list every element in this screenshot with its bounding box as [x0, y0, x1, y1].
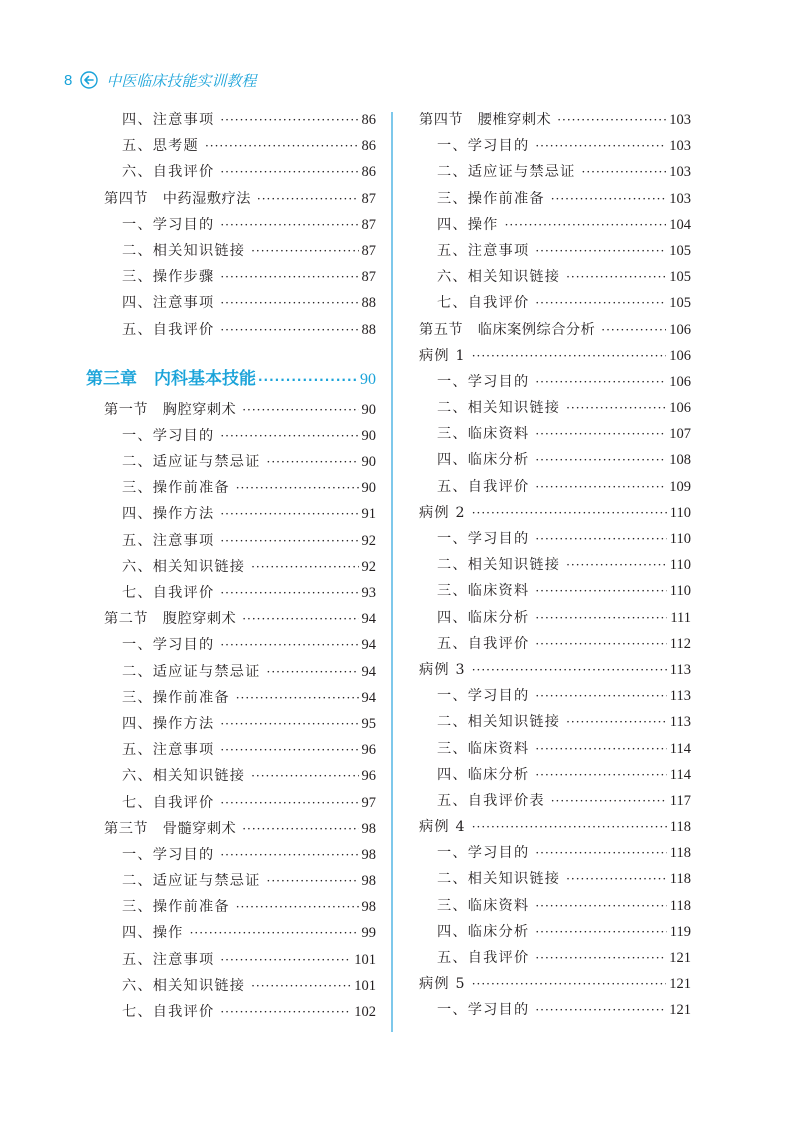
dot-leader [472, 971, 667, 997]
toc-entry-label: 四、临床分析 [437, 609, 530, 626]
toc-entry-page: 117 [669, 792, 691, 809]
toc-entry-page: 98 [361, 899, 376, 916]
toc-entry-page: 112 [669, 635, 691, 652]
toc-entry-item[interactable] [104, 894, 376, 920]
toc-entry-page: 106 [669, 373, 691, 390]
dot-leader [535, 290, 666, 316]
dot-leader [535, 369, 666, 395]
dot-leader [220, 212, 358, 238]
dot-leader [220, 737, 358, 763]
toc-entry-label: 一、学习目的 [122, 846, 215, 863]
dot-leader [220, 711, 358, 737]
toc-entry-page: 99 [361, 925, 376, 942]
dot-leader [236, 475, 359, 501]
toc-entry-label: 病例 5 [419, 976, 466, 993]
dot-leader [251, 763, 358, 789]
toc-entry-page: 118 [669, 845, 691, 862]
dot-leader [557, 107, 666, 133]
toc-entry-item[interactable] [104, 973, 376, 999]
toc-entry-label: 三、操作前准备 [437, 190, 545, 207]
toc-entry-case[interactable] [419, 814, 691, 840]
toc-entry-label: 二、相关知识链接 [437, 557, 561, 574]
toc-entry-item[interactable] [104, 264, 376, 290]
dot-leader [535, 762, 666, 788]
dot-leader [220, 107, 358, 133]
toc-entry-item[interactable] [419, 474, 691, 500]
toc-entry-item[interactable] [104, 868, 376, 894]
dot-leader [535, 447, 666, 473]
toc-entry-item[interactable] [104, 580, 376, 606]
dot-leader [251, 554, 358, 580]
toc-entry-label: 病例 3 [419, 661, 466, 678]
toc-entry-item[interactable] [419, 186, 691, 212]
toc-entry-item[interactable] [419, 421, 691, 447]
dot-leader [535, 683, 666, 709]
toc-entry-case[interactable] [419, 657, 691, 683]
toc-entry-page: 86 [361, 112, 376, 128]
toc-entry-page: 87 [361, 269, 376, 286]
toc-entry-page: 98 [361, 846, 376, 863]
toc-entry-label: 三、操作前准备 [122, 480, 230, 497]
dot-leader [535, 631, 666, 657]
toc-entry-page: 94 [361, 663, 376, 680]
toc-entry-label: 七、自我评价 [437, 295, 530, 312]
toc-entry-label: 三、操作前准备 [122, 689, 230, 706]
dot-leader [258, 364, 358, 396]
toc-entry-item[interactable] [419, 945, 691, 971]
toc-entry-label: 七、自我评价 [122, 794, 215, 811]
toc-entry-item[interactable] [104, 632, 376, 658]
toc-entry-page: 111 [670, 609, 691, 626]
toc-entry-label: 第三章 内科基本技能 [86, 368, 256, 389]
toc-entry-item[interactable] [419, 919, 691, 945]
dot-leader [566, 264, 666, 290]
toc-entry-item[interactable] [104, 449, 376, 475]
toc-entry-item[interactable] [104, 159, 376, 185]
toc-entry-label: 二、相关知识链接 [122, 242, 246, 259]
toc-entry-label: 四、临床分析 [437, 923, 530, 940]
toc-entry-item[interactable] [419, 736, 691, 762]
toc-entry-page: 119 [669, 923, 691, 940]
dot-leader [220, 842, 358, 868]
toc-entry-label: 一、学习目的 [437, 688, 530, 705]
toc-entry-item[interactable] [419, 133, 691, 159]
toc-entry-label: 六、相关知识链接 [122, 558, 246, 575]
toc-entry-item[interactable] [104, 290, 376, 316]
toc-entry-label: 六、相关知识链接 [122, 768, 246, 785]
dot-leader [535, 526, 666, 552]
toc-entry-item[interactable] [104, 920, 376, 946]
toc-entry-item[interactable] [419, 238, 691, 264]
toc-entry-item[interactable] [104, 212, 376, 238]
dot-leader [535, 238, 666, 264]
toc-entry-page: 86 [361, 138, 376, 155]
toc-entry-page: 101 [354, 977, 376, 994]
dot-leader [551, 788, 667, 814]
toc-entry-item[interactable] [419, 605, 691, 631]
dot-leader [205, 133, 359, 159]
toc-entry-label: 四、操作 [122, 925, 184, 942]
dot-leader [566, 552, 667, 578]
toc-entry-label: 四、临床分析 [437, 452, 530, 469]
toc-entry-label: 二、相关知识链接 [437, 400, 561, 417]
toc-entry-section[interactable] [104, 816, 376, 842]
toc-entry-label: 二、相关知识链接 [437, 871, 561, 888]
dot-leader [535, 474, 666, 500]
toc-entry-page: 102 [354, 1004, 376, 1020]
dot-leader [242, 397, 358, 423]
dot-leader [251, 973, 351, 999]
toc-entry-section[interactable] [104, 186, 376, 212]
toc-entry-label: 一、学习目的 [437, 531, 530, 547]
toc-entry-label: 三、临床资料 [437, 740, 530, 757]
toc-entry-label: 一、学习目的 [437, 845, 530, 862]
toc-entry-item[interactable] [104, 842, 376, 868]
toc-entry-page: 110 [669, 531, 691, 547]
dot-leader [242, 816, 358, 842]
toc-entry-page: 88 [361, 295, 376, 312]
toc-entry-item[interactable] [419, 631, 691, 657]
dot-leader [220, 999, 351, 1025]
toc-entry-label: 五、注意事项 [122, 742, 215, 759]
toc-entry-page: 103 [669, 138, 691, 155]
toc-entry-item[interactable] [419, 709, 691, 735]
running-header [64, 68, 256, 92]
toc-entry-item[interactable] [104, 763, 376, 789]
toc-entry-page: 114 [669, 740, 691, 757]
toc-entry-page: 106 [669, 321, 691, 338]
dot-leader [267, 449, 359, 475]
column-divider [391, 112, 393, 1032]
dot-leader [535, 578, 666, 604]
toc-entry-label: 五、自我评价 [122, 321, 215, 338]
toc-entry-label: 四、临床分析 [437, 766, 530, 783]
toc-entry-section[interactable] [419, 317, 691, 343]
toc-entry-page: 101 [354, 951, 376, 968]
toc-entry-page: 95 [361, 715, 376, 732]
toc-entry-item[interactable] [419, 552, 691, 578]
toc-entry-label: 五、自我评价表 [437, 792, 545, 809]
toc-entry-page: 108 [669, 452, 691, 469]
toc-entry-page: 105 [669, 242, 691, 259]
toc-entry-item[interactable] [104, 133, 376, 159]
dot-leader [257, 186, 359, 212]
toc-entry-label: 三、操作步骤 [122, 269, 215, 286]
toc-entry-label: 二、适应证与禁忌证 [122, 663, 261, 680]
back-arrow-icon [80, 71, 98, 89]
dot-leader [535, 945, 666, 971]
dot-leader [535, 605, 667, 631]
toc-entry-item[interactable] [419, 997, 691, 1023]
toc-entry-label: 三、临床资料 [437, 897, 530, 914]
toc-entry-item[interactable] [419, 290, 691, 316]
dot-leader [472, 500, 667, 526]
toc-entry-label: 五、自我评价 [437, 478, 530, 495]
toc-entry-item[interactable] [419, 526, 691, 552]
toc-entry-page: 121 [669, 976, 691, 993]
toc-entry-page: 113 [669, 714, 691, 731]
toc-entry-page: 118 [669, 819, 691, 836]
toc-entry-label: 二、相关知识链接 [437, 714, 561, 731]
toc-entry-label: 一、学习目的 [122, 427, 215, 444]
toc-entry-label: 第四节 中药湿敷疗法 [104, 190, 251, 207]
toc-entry-label: 四、操作方法 [122, 506, 215, 523]
toc-entry-page: 103 [669, 190, 691, 207]
toc-entry-section[interactable] [419, 107, 691, 133]
dot-leader [472, 814, 667, 840]
toc-entry-label: 病例 1 [419, 347, 466, 364]
toc-entry-label: 六、自我评价 [122, 164, 215, 181]
toc-entry-page: 103 [669, 112, 691, 128]
dot-leader [535, 133, 666, 159]
toc-entry-item[interactable] [104, 501, 376, 527]
toc-entry-page: 106 [669, 400, 691, 417]
book-title: 中医临床技能实训教程 [106, 71, 257, 90]
dot-leader [535, 997, 666, 1023]
toc-entry-page: 118 [669, 897, 691, 914]
toc-entry-item[interactable] [104, 999, 376, 1025]
dot-leader [220, 501, 358, 527]
toc-entry-label: 第五节 临床案例综合分析 [419, 321, 596, 338]
toc-entry-page: 113 [669, 688, 691, 705]
toc-entry-item[interactable] [419, 788, 691, 814]
toc-entry-item[interactable] [104, 685, 376, 711]
dot-leader [220, 290, 358, 316]
dot-leader [566, 709, 667, 735]
dot-leader [535, 421, 666, 447]
toc-entry-page: 92 [361, 558, 376, 575]
toc-entry-label: 五、注意事项 [122, 532, 215, 549]
dot-leader [236, 685, 359, 711]
toc-entry-label: 第四节 腰椎穿刺术 [419, 112, 552, 128]
toc-entry-page: 110 [669, 557, 691, 574]
dot-leader [267, 868, 359, 894]
toc-entry-page: 93 [361, 585, 376, 601]
toc-entry-item[interactable] [104, 947, 376, 973]
dot-leader [535, 840, 666, 866]
dot-leader [220, 947, 351, 973]
toc-entry-item[interactable] [419, 395, 691, 421]
page-number: 8 [64, 71, 73, 89]
toc-entry-page: 104 [669, 216, 691, 233]
toc-entry-item[interactable] [104, 317, 376, 343]
dot-leader [220, 528, 358, 554]
toc-entry-item[interactable] [104, 107, 376, 133]
toc-entry-label: 第二节 腹腔穿刺术 [104, 611, 237, 628]
toc-entry-item[interactable] [104, 423, 376, 449]
dot-leader [472, 657, 667, 683]
toc-entry-page: 94 [361, 689, 376, 706]
toc-entry-case[interactable] [419, 971, 691, 997]
toc-entry-page: 118 [669, 871, 691, 888]
toc-entry-label: 一、学习目的 [437, 1002, 530, 1019]
toc-entry-page: 121 [669, 950, 691, 966]
toc-entry-label: 五、自我评价 [437, 950, 530, 966]
dot-leader [535, 736, 666, 762]
toc-entry-page: 114 [669, 766, 691, 783]
toc-entry-item[interactable] [104, 790, 376, 816]
toc-entry-label: 病例 2 [419, 504, 466, 521]
toc-entry-page: 86 [361, 164, 376, 181]
dot-leader [505, 212, 667, 238]
toc-entry-page: 97 [361, 794, 376, 811]
toc-entry-case[interactable] [419, 343, 691, 369]
toc-entry-item[interactable] [104, 659, 376, 685]
dot-leader [220, 264, 358, 290]
toc-entry-label: 五、思考题 [122, 138, 199, 155]
toc-entry-item[interactable] [104, 528, 376, 554]
dot-leader [566, 395, 666, 421]
toc-entry-page: 106 [669, 347, 691, 364]
dot-leader [220, 159, 358, 185]
toc-entry-label: 一、学习目的 [122, 637, 215, 654]
toc-entry-label: 第三节 骨髓穿刺术 [104, 820, 237, 837]
dot-leader [220, 790, 358, 816]
toc-entry-label: 一、学习目的 [122, 216, 215, 233]
toc-entry-page: 105 [669, 295, 691, 312]
toc-entry-label: 五、自我评价 [437, 635, 530, 652]
toc-entry-label: 五、注意事项 [437, 242, 530, 259]
toc-entry-page: 87 [361, 216, 376, 233]
toc-entry-page: 91 [361, 506, 376, 523]
toc-entry-label: 七、自我评价 [122, 1004, 215, 1020]
toc-entry-item[interactable] [419, 578, 691, 604]
toc-entry-page: 90 [361, 401, 376, 418]
toc-entry-item[interactable] [419, 683, 691, 709]
toc-entry-item[interactable] [104, 475, 376, 501]
toc-entry-item[interactable] [104, 711, 376, 737]
toc-entry-section[interactable] [104, 606, 376, 632]
toc-entry-page: 94 [361, 637, 376, 654]
toc-entry-label: 二、适应证与禁忌证 [122, 873, 261, 890]
toc-entry-label: 二、适应证与禁忌证 [437, 164, 576, 181]
toc-entry-label: 一、学习目的 [437, 373, 530, 390]
toc-entry-page: 87 [361, 190, 376, 207]
toc-entry-page: 96 [361, 742, 376, 759]
toc-entry-page: 113 [669, 661, 691, 678]
dot-leader [535, 919, 666, 945]
toc-entry-page: 98 [361, 820, 376, 837]
toc-entry-label: 四、注意事项 [122, 112, 215, 128]
toc-entry-label: 一、学习目的 [437, 138, 530, 155]
dot-leader [220, 580, 358, 606]
toc-entry-page: 90 [361, 454, 376, 471]
toc-entry-page: 92 [361, 532, 376, 549]
toc-entry-page: 121 [669, 1002, 691, 1019]
toc-entry-label: 七、自我评价 [122, 585, 215, 601]
toc-entry-item[interactable] [419, 762, 691, 788]
dot-leader [190, 920, 359, 946]
toc-entry-item[interactable] [104, 554, 376, 580]
toc-entry-page: 98 [361, 873, 376, 890]
toc-entry-item[interactable] [419, 212, 691, 238]
toc-entry-page: 94 [361, 611, 376, 628]
toc-entry-item[interactable] [104, 737, 376, 763]
dot-leader [566, 866, 667, 892]
toc-entry-label: 病例 4 [419, 819, 466, 836]
toc-entry-item[interactable] [419, 264, 691, 290]
toc-entry-label: 三、临床资料 [437, 583, 530, 600]
toc-entry-section[interactable] [104, 397, 376, 423]
toc-entry-page: 103 [669, 164, 691, 181]
dot-leader [551, 186, 667, 212]
toc-entry-item[interactable] [419, 893, 691, 919]
dot-leader [472, 343, 667, 369]
toc-entry-item[interactable] [419, 866, 691, 892]
toc-entry-item[interactable] [419, 159, 691, 185]
dot-leader [267, 659, 359, 685]
toc-entry-chapter[interactable] [86, 363, 376, 395]
toc-entry-page: 88 [361, 321, 376, 338]
toc-entry-label: 五、注意事项 [122, 951, 215, 968]
toc-entry-label: 三、临床资料 [437, 426, 530, 443]
dot-leader [242, 606, 358, 632]
toc-entry-label: 六、相关知识链接 [437, 269, 561, 286]
toc-entry-label: 四、注意事项 [122, 295, 215, 312]
toc-entry-label: 六、相关知识链接 [122, 977, 246, 994]
toc-entry-page: 96 [361, 768, 376, 785]
toc-left-column [86, 107, 376, 1025]
toc-entry-item[interactable] [419, 840, 691, 866]
toc-entry-label: 二、适应证与禁忌证 [122, 454, 261, 471]
dot-leader [582, 159, 667, 185]
dot-leader [535, 893, 666, 919]
dot-leader [601, 317, 666, 343]
toc-entry-item[interactable] [104, 238, 376, 264]
toc-entry-page: 87 [361, 242, 376, 259]
toc-entry-label: 三、操作前准备 [122, 899, 230, 916]
dot-leader [236, 894, 359, 920]
dot-leader [220, 423, 358, 449]
toc-entry-page: 90 [361, 480, 376, 497]
toc-entry-page: 109 [669, 478, 691, 495]
toc-entry-case[interactable] [419, 500, 691, 526]
dot-leader [251, 238, 358, 264]
toc-entry-label: 四、操作方法 [122, 715, 215, 732]
toc-entry-label: 四、操作 [437, 216, 499, 233]
toc-entry-page: 107 [669, 426, 691, 443]
toc-entry-page: 90 [361, 427, 376, 444]
toc-entry-page: 90 [360, 370, 376, 388]
toc-entry-item[interactable] [419, 447, 691, 473]
toc-entry-label: 第一节 胸腔穿刺术 [104, 401, 237, 418]
toc-right-column [419, 107, 691, 1024]
toc-entry-item[interactable] [419, 369, 691, 395]
toc-entry-page: 110 [669, 583, 691, 600]
dot-leader [220, 632, 358, 658]
toc-entry-page: 105 [669, 269, 691, 286]
toc-entry-page: 110 [669, 504, 691, 521]
dot-leader [220, 317, 358, 343]
